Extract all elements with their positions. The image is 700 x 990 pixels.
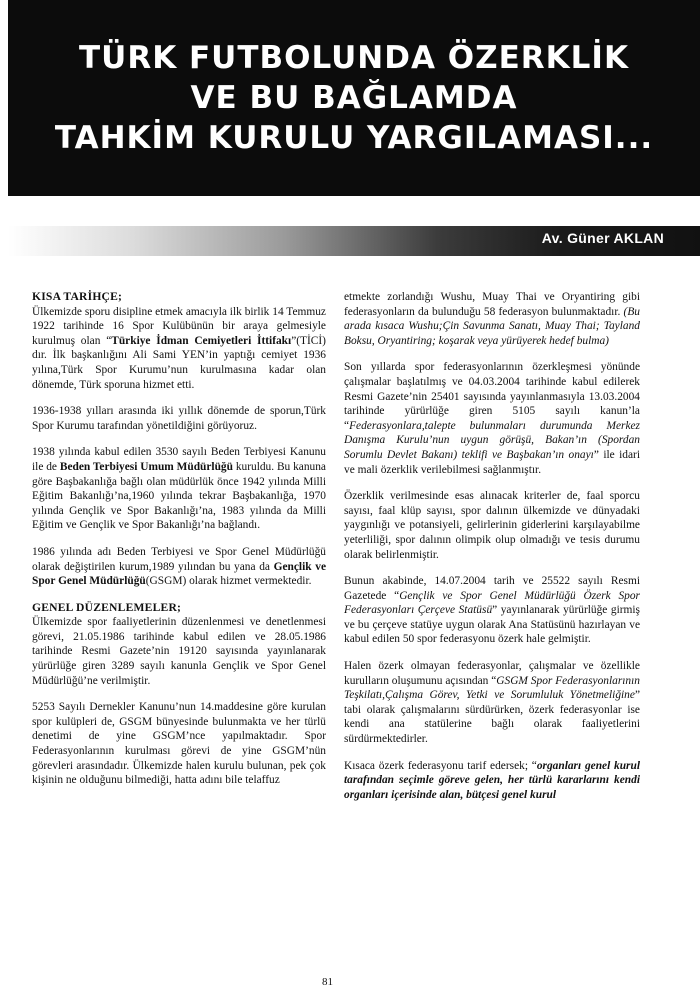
paragraph (344, 659, 640, 747)
title-line-3: TAHKİM KURULU YARGILAMASI... (54, 120, 654, 156)
paragraph (32, 305, 326, 393)
paragraph (32, 545, 326, 589)
section-heading-history: KISA TARİHÇE; (32, 290, 123, 303)
italic-text: GSGM Spor Federasyonlarının Teşkilatı,Çalışma Görev, Yetki ve Sorumluluk Yönetmeliğine (344, 674, 640, 702)
bold-text: Gençlik ve Spor Genel Müdürlüğü (32, 560, 326, 588)
text: Kısaca özerk federasyonu tarif edersek; “ (344, 759, 537, 772)
text: Bunun akabinde, 14.07.2004 tarih ve 25522 sayılı Resmi Gazetede “ (344, 575, 640, 602)
text: Halen özerk olmayan federasyonlar, çalışmalar ve özellikle kurulların oluşumunu açısından “ (344, 660, 640, 687)
article-title (8, 38, 700, 158)
text: ” tabi olarak çalışmalarını sürdürürken, özerk federasyonlar ise kendi ana statülerine bağlı olarak faaliyetlerini sürdürmektedirler. (344, 689, 640, 746)
text: ” ile idari ve mali özerklik verilebilmesi sağlanmıştır. (344, 448, 640, 476)
paragraph (344, 360, 640, 477)
author-name: Av. Güner AKLAN (541, 230, 664, 246)
section-heading-general: GENEL DÜZENLEMELER; (32, 600, 182, 614)
title-line-1: TÜRK FUTBOLUNDA ÖZERKLİK (79, 40, 629, 76)
paragraph: Ülkemizde spor faaliyetlerinin düzenlenmesi ve denetlenmesi görevi, 21.05.1986 tarihinde kabul edilen ve 28.05.1986 tarihinde Resmi Gazete’nin 19120 sayısında yayınlanarak yürürlüğe giren 3289 sayılı kanunla Gençlik ve Spor Genel Müdürlüğü’ne verilmiştir. (32, 616, 326, 687)
text: ” yayınlanarak yürürlüğe girmiş ve bu çerçeve statüye uygun olarak Ana Statüsünü hazırlayan ve kabul edilen 50 spor federasyonu özerk hale gelmiştir. (344, 604, 640, 646)
text: etmekte zorlandığı Wushu, Muay Thai ve Oryantiring gibi federasyonların da bulunduğu 58 federasyon bulunmaktadır. (344, 291, 640, 318)
title-line-2: VE BU BAĞLAMDA (190, 80, 518, 116)
page-number: 81 (322, 976, 333, 988)
text: Son yıllarda spor federasyonlarının özerkleşmesi yönünde çalışmalar başlatılmış ve 04.03.2004 tarihinde kabul edilerek Resmi Gazete’nin 25401 sayısında yayınlanmasıyla 13.03.2004 tarihinde yürürlüğe giren 5105 sayılı kanun’la “ (344, 361, 640, 432)
paragraph (344, 574, 640, 647)
text: kuruldu. Bu kanuna göre Başbakanlığa bağlı olan müdürlük önce 1942 yılında Milli Eğitim Bakanlığı’na,1960 yılında tekrar Başbakanlığa, 1970 yılında Gençlik ve Spor Bakanlığı’na, 1983 yılında da Milli Eğitim ve Gençlik ve Spor Bakanlığı’na bağlandı. (32, 460, 326, 532)
left-column (32, 290, 326, 800)
text: (GSGM) olarak hizmet vermektedir. (145, 575, 312, 588)
paragraph (344, 759, 640, 803)
italic-text: Gençlik ve Spor Genel Müdürlüğü Özerk Spor Federasyonları Çerçeve Statüsü (344, 589, 640, 617)
bold-text: Beden Terbiyesi Umum Müdürlüğü (59, 460, 233, 473)
paragraph: 1936-1938 yılları arasında iki yıllık dönemde de sporun,Türk Spor Kurumu tarafından yönetildiğini görüyoruz. (32, 405, 326, 432)
paragraph: 5253 Sayılı Dernekler Kanunu’nun 14.maddesine göre kurulan spor kulüpleri de, GSGM bünyesinde bulunmakta ve her türlü denetimi de yine GSGM’nce yapılmaktadır. Spor Federasyonlarının kurulması görevi de yine GSGM’nün görevleri arasındadır. Ülkemizde halen kurulu bulunan, pek çok kişinin ne olduğunu bilmediği, hatta adını bile telaffuz (32, 701, 326, 787)
text: Ülkemizde sporu disipline etmek amacıyla ilk birlik 14 Temmuz 1922 tarihinde 16 Spor Kulübünün bir araya gelmesiyle kurulmuş olan “ (32, 305, 326, 347)
bold-text: Türkiye İdman Cemiyetleri İttifakı (111, 334, 292, 347)
paragraph: Özerklik verilmesinde esas alınacak kriterler de, faal sporcu sayısı, faal klüp sayısı, spor dalının ülkemizde ve dünyadaki yaygınlığı ve potansiyeli, gelirlerinin giderlerini karşılayabilme yeterliliği, spor dalının olimpik olup olmadığı ve tesis durumu olarak belirlenmiştir. (344, 490, 640, 561)
text: 1938 yılında kabul edilen 3530 sayılı Beden Terbiyesi Kanunu ile de (32, 446, 326, 473)
text: ”(TİCİ) dır. İlk başkanlığını Ali Sami YEN’in yaptığı cemiyet 1936 yılına,Türk Spor Kurumu’nun kurulmasına kadar olan dönemde, Türk sporuna hizmet etti. (32, 334, 326, 391)
paragraph (344, 290, 640, 348)
right-column (344, 290, 640, 814)
italic-text: (Bu arada kısaca Wushu;Çin Savunma Sanatı, Muay Thai; Tayland Boksu, Oryantiring; koşarak veya yürüyerek hedef bulma) (344, 305, 640, 347)
paragraph (32, 445, 326, 533)
text: 1986 yılında adı Beden Terbiyesi ve Spor Genel Müdürlüğü olarak değiştirilen kurum,1989 yılından bu yana da (32, 545, 326, 573)
author-bar (8, 226, 700, 256)
italic-text: organları genel kurul tarafından seçimle göreve gelen, her türlü kararlarını kendi organları içerisinde alan, bütçesi genel kurul (344, 759, 640, 801)
italic-text: Federasyonlara,talepte bulunmaları durumunda Merkez Danışma Kurulu’nun uygun görüşü, Bakan’ın (Spordan Sorumlu Devlet Bakanı) teklifi ve Başbakan’ın onayı (344, 419, 640, 461)
